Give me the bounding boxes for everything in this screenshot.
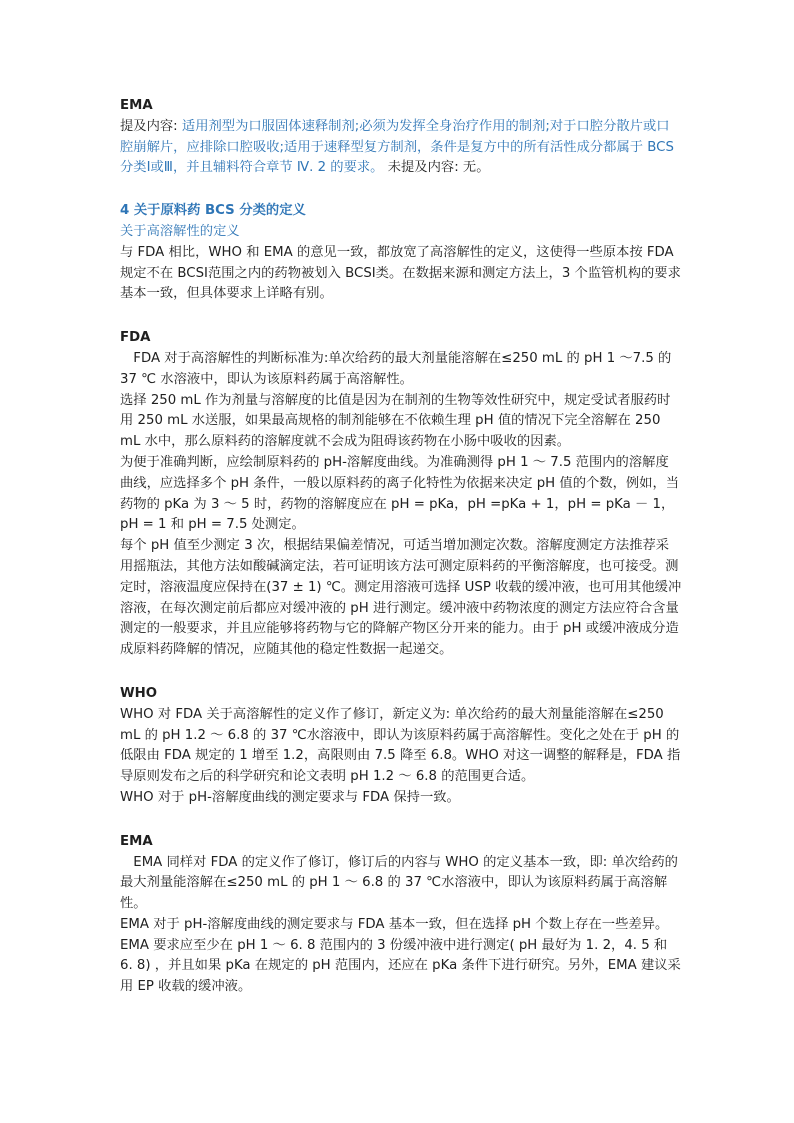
- fda-paragraph-4: 每个 pH 值至少测定 3 次，根据结果偏差情况，可适当增加测定次数。溶解度测定方法推荐采用摇瓶法，其他方法如酸碱滴定法，若可证明该方法可测定原料药的平衡溶解度，也可接受。测定时，溶液温度应保持在(37 ± 1) ℃。测定用溶液可选择 USP 收载的缓冲液，也可用其他缓冲溶液，在每次测定前后都应对缓冲液的 pH 进行测定。缓冲液中药物浓度的测定方法应符合含量测定的一般要求，并且应能够将药物与它的降解产物区分开来的能力。由于 pH 或缓冲液成分造成原料药降解的情况，应随其他的稳定性数据一起递交。: [120, 538, 682, 658]
- ema-mentioned-paragraph: [120, 117, 682, 179]
- fda-paragraph-3: 为便于准确判断，应绘制原料药的 pH-溶解度曲线。为准确测得 pH 1 ～ 7.5 范围内的溶解度曲线，应选择多个 pH 条件，一般以原料药的离子化特性为依据来决定 pH 值的个数，例如，当药物的 pKa 为 3 ～ 5 时，药物的溶解度应在 pH = pKa，pH =pKa + 1，pH = pKa － 1，pH = 1 和 pH = 7.5 处测定。: [120, 454, 680, 533]
- section-4-intro: 与 FDA 相比，WHO 和 EMA 的意见一致，都放宽了高溶解性的定义，这使得一些原本按 FDA 规定不在 BCSⅠ范围之内的药物被划入 BCSⅠ类。在数据来源和测定方法上，3 个监管机构的要求基本一致，但具体要求上详略有别。: [120, 244, 681, 302]
- fda-paragraph-2: 选择 250 mL 作为剂量与溶解度的比值是因为在制剂的生物等效性研究中，规定受试者服药时用 250 mL 水送服，如果最高规格的制剂能够在不依赖生理 pH 值的情况下完全溶解在 250 mL 水中，那么原料药的溶解度就不会成为阻碍该药物在小肠中吸收的因素。: [120, 392, 671, 450]
- fda-heading: FDA: [120, 330, 151, 346]
- document-page: [120, 96, 682, 998]
- ema-heading-bottom: EMA: [120, 833, 153, 849]
- ema-heading-top: EMA: [120, 98, 153, 113]
- section-4-subtitle: 关于高溶解性的定义: [120, 223, 240, 239]
- mentioned-label: 提及内容:: [120, 118, 178, 134]
- mentioned-text: 适用剂型为口服固体速释制剂;必须为发挥全身治疗作用的制剂;对于口腔分散片或口腔崩解片，应排除口腔吸收;适用于速释型复方制剂，条件是复方中的所有活性成分都属于 BCS 分类Ⅰ或Ⅲ，并且辅料符合章节 Ⅳ. 2 的要求。: [120, 118, 674, 176]
- ema-paragraph-2: EMA 对于 pH-溶解度曲线的测定要求与 FDA 基本一致，但在选择 pH 个数上存在一些差异。EMA 要求应至少在 pH 1 ～ 6. 8 范围内的 3 份缓冲液中进行测定( pH 最好为 1. 2，4. 5 和 6. 8) ，并且如果 pKa 在规定的 pH 范围内，还应在 pKa 条件下进行研究。另外，EMA 建议采用 EP 收载的缓冲液。: [120, 916, 681, 995]
- not-mentioned-text: 无。: [462, 160, 490, 176]
- not-mentioned-label: 未提及内容:: [387, 160, 459, 176]
- fda-paragraph-1: FDA 对于高溶解性的判断标准为:单次给药的最大剂量能溶解在≤250 mL 的 pH 1 ～7.5 的 37 ℃ 水溶液中，即认为该原料药属于高溶解性。: [120, 350, 672, 387]
- ema-paragraph-1: EMA 同样对 FDA 的定义作了修订，修订后的内容与 WHO 的定义基本一致，即: 单次给药的最大剂量能溶解在≤250 mL 的 pH 1 ～ 6.8 的 37 ℃水溶液中，即认为该原料药属于高溶解性。: [120, 854, 678, 912]
- who-paragraph-2: WHO 对于 pH-溶解度曲线的测定要求与 FDA 保持一致。: [120, 789, 460, 805]
- section-4-title: 4 关于原料药 BCS 分类的定义: [120, 203, 306, 219]
- who-paragraph-1: WHO 对 FDA 关于高溶解性的定义作了修订，新定义为: 单次给药的最大剂量能溶解在≤250 mL 的 pH 1.2 ～ 6.8 的 37 ℃水溶液中，即认为该原料药属于高溶解性。变化之处在于 pH 的低限由 FDA 规定的 1 增至 1.2，高限则由 7.5 降至 6.8。WHO 对这一调整的解释是，FDA 指导原则发布之后的科学研究和论文表明 pH 1.2 ～ 6.8 的范围更合适。: [120, 706, 681, 785]
- who-heading: WHO: [120, 685, 158, 701]
